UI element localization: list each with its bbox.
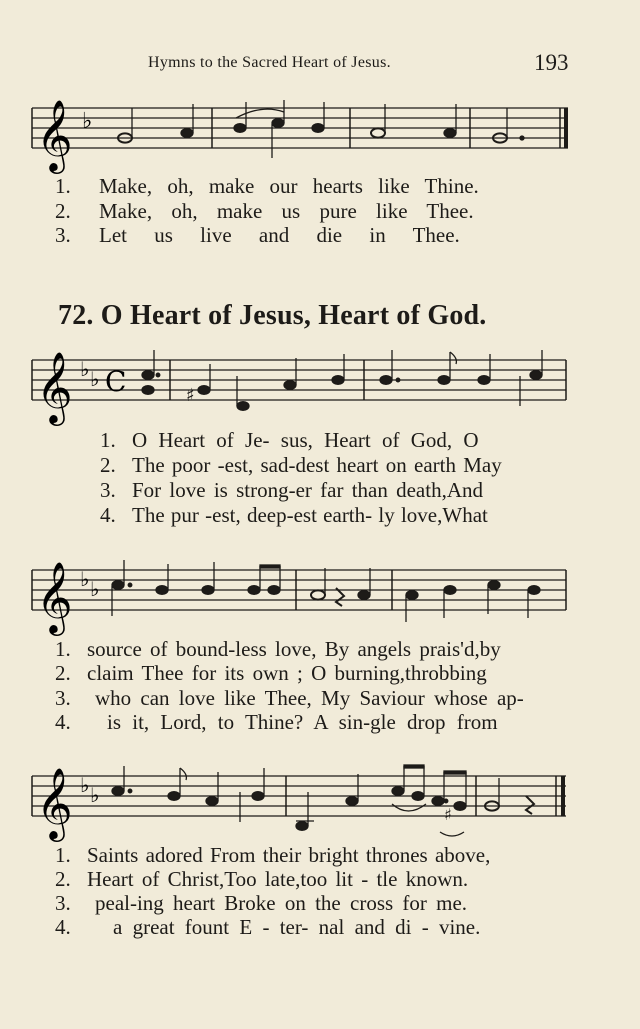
verse-3-line-1: 3. For love is strong-er far than death,And <box>100 478 483 502</box>
svg-text:𝄞: 𝄞 <box>36 98 73 171</box>
verse-2-line-3: 2. Heart of Christ,Too late,too lit - tle known. <box>55 867 469 891</box>
svg-text:C: C <box>105 365 127 398</box>
verse-1-line-2: 1. source of bound-less love, By angels prais'd,by <box>55 637 501 661</box>
music-staff-prev-hymn <box>0 94 640 174</box>
svg-text:♭: ♭ <box>90 577 100 601</box>
verse-4-line-3: 4. a great fount E - ter- nal and di - vine. <box>55 915 481 939</box>
prev-verse-2: 2. Make, oh, make us pure like Thee. <box>55 199 474 223</box>
svg-text:♯: ♯ <box>444 805 452 824</box>
verse-2-line-2: 2. claim Thee for its own ; O burning,throbbing <box>55 661 487 685</box>
page-header <box>0 50 640 84</box>
verse-4-line-2: 4. is it, Lord, to Thine? A sin-gle drop from <box>55 710 498 734</box>
svg-text:♭: ♭ <box>90 783 100 807</box>
verse-3-line-2: 3. who can love like Thee, My Saviour whose ap- <box>55 686 524 710</box>
music-staff-3 <box>0 762 640 846</box>
hymn-title: 72. O Heart of Jesus, Heart of God. <box>58 300 487 331</box>
svg-text:♭: ♭ <box>82 109 93 134</box>
svg-text:♭: ♭ <box>80 567 90 591</box>
page-number: 193 <box>534 50 569 75</box>
prev-verse-1: 1. Make, oh, make our hearts like Thine. <box>55 174 479 198</box>
music-staff-2 <box>0 556 640 636</box>
prev-verse-3: 3. Let us live and die in Thee. <box>55 223 460 247</box>
verse-1-line-3: 1. Saints adored From their bright thrones above, <box>55 843 491 867</box>
svg-text:♭: ♭ <box>80 773 90 797</box>
svg-text:♭: ♭ <box>80 357 90 381</box>
svg-text:𝄞: 𝄞 <box>36 766 73 839</box>
running-title: Hymns to the Sacred Heart of Jesus. <box>148 54 391 71</box>
music-staff-1 <box>0 346 640 426</box>
svg-text:𝄞: 𝄞 <box>36 560 73 633</box>
svg-text:♭: ♭ <box>90 367 100 391</box>
verse-3-line-3: 3. peal-ing heart Broke on the cross for me. <box>55 891 468 915</box>
svg-text:𝄞: 𝄞 <box>36 350 73 423</box>
verse-2-line-1: 2. The poor -est, sad-dest heart on earth May <box>100 453 502 477</box>
verse-4-line-1: 4. The pur -est, deep-est earth- ly love,What <box>100 503 488 527</box>
verse-1-line-1: 1. O Heart of Je- sus, Heart of God, O <box>100 428 479 452</box>
svg-text:♯: ♯ <box>186 385 195 406</box>
